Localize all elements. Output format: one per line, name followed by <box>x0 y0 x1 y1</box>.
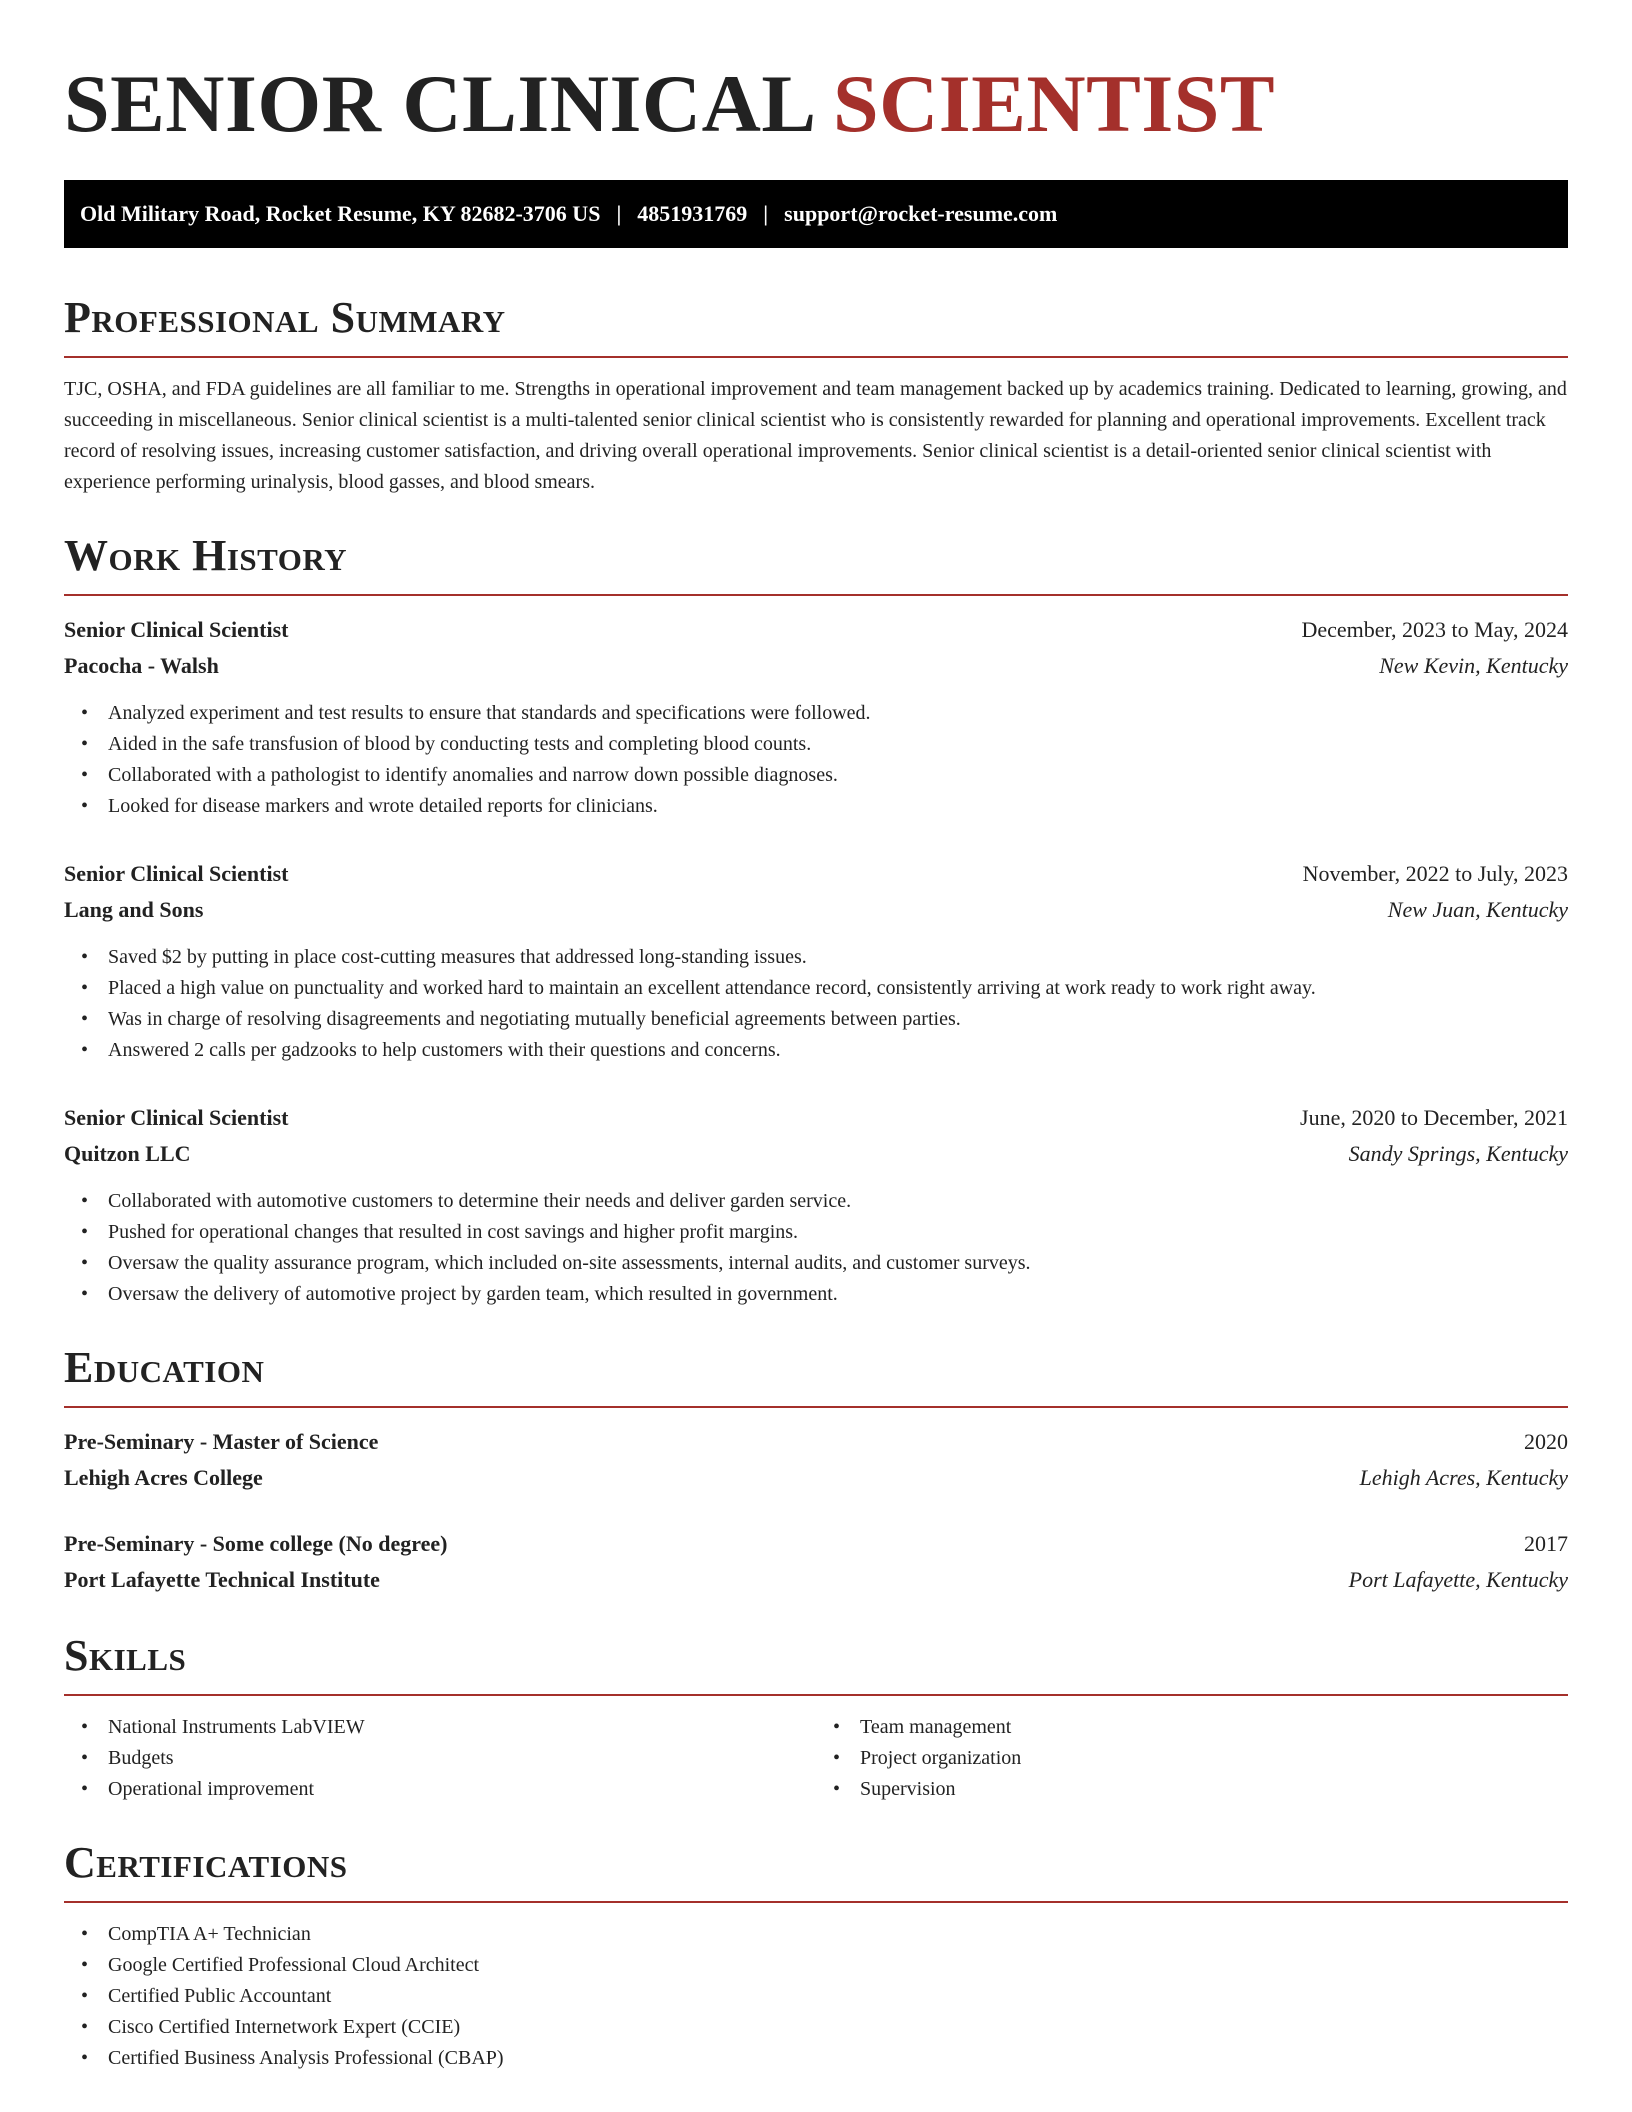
section-divider <box>64 356 1568 358</box>
education-degree: Pre-Seminary - Master of Science <box>64 1429 379 1454</box>
education-section <box>64 1340 1568 1598</box>
skills-list <box>64 1712 816 1805</box>
job-company: Pacocha - Walsh <box>64 653 219 678</box>
certifications-list <box>64 1919 1568 2074</box>
job-header-row <box>64 856 1568 892</box>
job-duty-item: • Looked for disease markers and wrote detailed reports for clinicians. <box>64 791 1568 822</box>
education-location: Port Lafayette, Kentucky <box>1348 1567 1568 1592</box>
skill-item: • Operational improvement <box>64 1774 816 1805</box>
certifications-section <box>64 1835 1568 2074</box>
section-divider <box>64 1694 1568 1696</box>
job-header-row <box>64 612 1568 648</box>
summary-section <box>64 290 1568 498</box>
job-duty-item: • Was in charge of resolving disagreements and negotiating mutually beneficial agreements between parties. <box>64 1004 1568 1035</box>
job-duty-item: • Collaborated with automotive customers to determine their needs and deliver garden service. <box>64 1186 1568 1217</box>
job-duties <box>64 1186 1568 1310</box>
skills-grid <box>64 1712 1568 1805</box>
education-entry <box>64 1424 1568 1496</box>
job-duty-item: • Oversaw the delivery of automotive project by garden team, which resulted in government. <box>64 1279 1568 1310</box>
skill-item: • Supervision <box>816 1774 1568 1805</box>
skill-item: • Budgets <box>64 1743 816 1774</box>
job-dates: November, 2022 to July, 2023 <box>1302 861 1568 886</box>
job-title: Senior Clinical Scientist <box>64 1105 289 1130</box>
education-degree: Pre-Seminary - Some college (No degree) <box>64 1531 448 1556</box>
certification-item: • Cisco Certified Internetwork Expert (CCIE) <box>64 2012 1568 2043</box>
education-entry <box>64 1526 1568 1598</box>
job-duty-item: • Aided in the safe transfusion of blood by conducting tests and completing blood counts. <box>64 729 1568 760</box>
skill-item: • Team management <box>816 1712 1568 1743</box>
job-entry <box>64 1100 1568 1310</box>
education-school-row <box>64 1562 1568 1598</box>
skill-item: • Project organization <box>816 1743 1568 1774</box>
contact-address: Old Military Road, Rocket Resume, KY 82682-3706 US <box>80 201 601 226</box>
certifications-heading: Certifications <box>64 1838 348 1887</box>
job-duty-item: • Saved $2 by putting in place cost-cutting measures that addressed long-standing issues. <box>64 942 1568 973</box>
job-header-row <box>64 1100 1568 1136</box>
contact-email: support@rocket-resume.com <box>784 201 1058 226</box>
skills-column-left <box>64 1712 816 1805</box>
skills-heading: Skills <box>64 1631 187 1680</box>
education-school: Lehigh Acres College <box>64 1465 263 1490</box>
work-history-section <box>64 528 1568 1310</box>
skills-list <box>816 1712 1568 1805</box>
job-entry <box>64 612 1568 822</box>
job-duties <box>64 698 1568 822</box>
job-org-row <box>64 648 1568 684</box>
contact-bar <box>64 180 1568 248</box>
contact-phone: 4851931769 <box>637 201 748 226</box>
certification-item: • CompTIA A+ Technician <box>64 1919 1568 1950</box>
section-divider <box>64 1901 1568 1903</box>
certification-item: • Certified Public Accountant <box>64 1981 1568 2012</box>
education-heading: Education <box>64 1343 265 1392</box>
job-location: New Juan, Kentucky <box>1387 897 1568 922</box>
education-year: 2017 <box>1524 1531 1568 1556</box>
section-divider <box>64 594 1568 596</box>
name-main: SENIOR CLINICAL <box>64 58 812 149</box>
job-entry <box>64 856 1568 1066</box>
job-company: Lang and Sons <box>64 897 204 922</box>
job-org-row <box>64 892 1568 928</box>
job-title: Senior Clinical Scientist <box>64 617 289 642</box>
job-duties <box>64 942 1568 1066</box>
skills-section <box>64 1628 1568 1805</box>
certification-item: • Certified Business Analysis Professional (CBAP) <box>64 2043 1568 2074</box>
education-year: 2020 <box>1524 1429 1568 1454</box>
job-duty-item: • Pushed for operational changes that resulted in cost savings and higher profit margins. <box>64 1217 1568 1248</box>
education-header-row <box>64 1526 1568 1562</box>
summary-text: TJC, OSHA, and FDA guidelines are all familiar to me. Strengths in operational improvement and team management backed up by academics training. Dedicated to learning, growing, and succeeding in miscellaneous. Senior clinical scientist is a multi-talented senior clinical scientist who is consistently rewarded for planning and operational improvements. Excellent track record of resolving issues, increasing customer satisfaction, and driving overall operational improvements. Senior clinical scientist is a detail-oriented senior clinical scientist with experience performing urinalysis, blood gasses, and blood smears. <box>64 378 1567 493</box>
job-duty-item: • Answered 2 calls per gadzooks to help customers with their questions and concerns. <box>64 1035 1568 1066</box>
job-dates: December, 2023 to May, 2024 <box>1301 617 1568 642</box>
job-duty-item: • Analyzed experiment and test results to ensure that standards and specifications were followed. <box>64 698 1568 729</box>
education-school: Port Lafayette Technical Institute <box>64 1567 380 1592</box>
name-accent: SCIENTIST <box>832 58 1276 149</box>
summary-heading: Professional Summary <box>64 293 506 342</box>
job-list <box>64 612 1568 1310</box>
job-duty-item: • Collaborated with a pathologist to identify anomalies and narrow down possible diagnoses. <box>64 760 1568 791</box>
skill-item: • National Instruments LabVIEW <box>64 1712 816 1743</box>
job-title: Senior Clinical Scientist <box>64 861 289 886</box>
job-location: New Kevin, Kentucky <box>1379 653 1568 678</box>
job-org-row <box>64 1136 1568 1172</box>
education-school-row <box>64 1460 1568 1496</box>
job-duty-item: • Placed a high value on punctuality and worked hard to maintain an excellent attendance record, consistently arriving at work ready to work right away. <box>64 973 1568 1004</box>
job-dates: June, 2020 to December, 2021 <box>1300 1105 1568 1130</box>
education-header-row <box>64 1424 1568 1460</box>
contact-separator: | <box>616 201 622 226</box>
section-divider <box>64 1406 1568 1408</box>
job-duty-item: • Oversaw the quality assurance program, which included on-site assessments, internal audits, and customer surveys. <box>64 1248 1568 1279</box>
resume-name <box>64 56 1568 152</box>
job-company: Quitzon LLC <box>64 1141 191 1166</box>
work-history-heading: Work History <box>64 531 348 580</box>
contact-separator: | <box>763 201 769 226</box>
skills-column-right <box>816 1712 1568 1805</box>
job-location: Sandy Springs, Kentucky <box>1348 1141 1568 1166</box>
certification-item: • Google Certified Professional Cloud Architect <box>64 1950 1568 1981</box>
education-location: Lehigh Acres, Kentucky <box>1359 1465 1568 1490</box>
